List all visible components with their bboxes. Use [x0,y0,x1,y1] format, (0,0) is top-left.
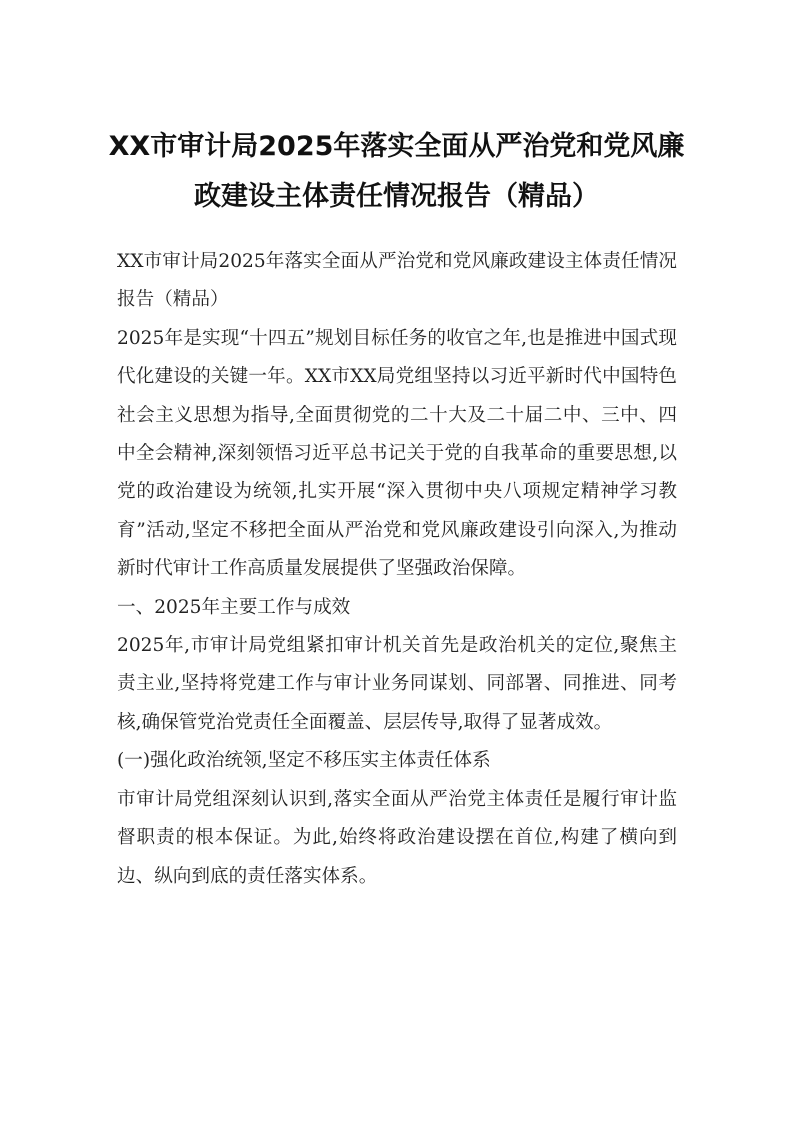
section-heading-1: 一、2025年主要工作与成效 [117,596,351,618]
subsection-heading-1: (一)强化政治统领,坚定不移压实主体责任体系 [117,750,491,772]
paragraph-subsection-1: 市审计局党组深刻认识到,落实全面从严治党主体责任是履行审计监督职责的根本保证。为此,始终将政治建设摆在首位,构建了横向到边、纵向到底的责任落实体系。 [117,788,677,887]
paragraph-intro-title: XX市审计局2025年落实全面从严治党和党风廉政建设主体责任情况报告（精品） [117,251,677,311]
paragraph-section-1: 2025年,市审计局党组紧扣审计机关首先是政治机关的定位,聚焦主责主业,坚持将党建工作与审计业务同谋划、同部署、同推进、同考核,确保管党治党责任全面覆盖、层层传导,取得了显著成效。 [117,635,677,733]
document-title: XX市审计局2025年落实全面从严治党和党风廉政建设主体责任情况报告（精品） [108,131,685,212]
paragraph-overview: 2025年是实现“十四五”规划目标任务的收官之年,也是推进中国式现代化建设的关键一年。XX市XX局党组坚持以习近平新时代中国特色社会主义思想为指导,全面贯彻党的二十大及二十届二中、三中、四中全会精神,深刻领悟习近平总书记关于党的自我革命的重要思想,以党的政治建设为统领,扎实开展“深入贯彻中央八项规定精神学习教育”活动,坚定不移把全面从严治党和党风廉政建设引向深入,为推动新时代审计工作高质量发展提供了坚强政治保障。 [117,327,677,580]
document-body [117,243,677,896]
